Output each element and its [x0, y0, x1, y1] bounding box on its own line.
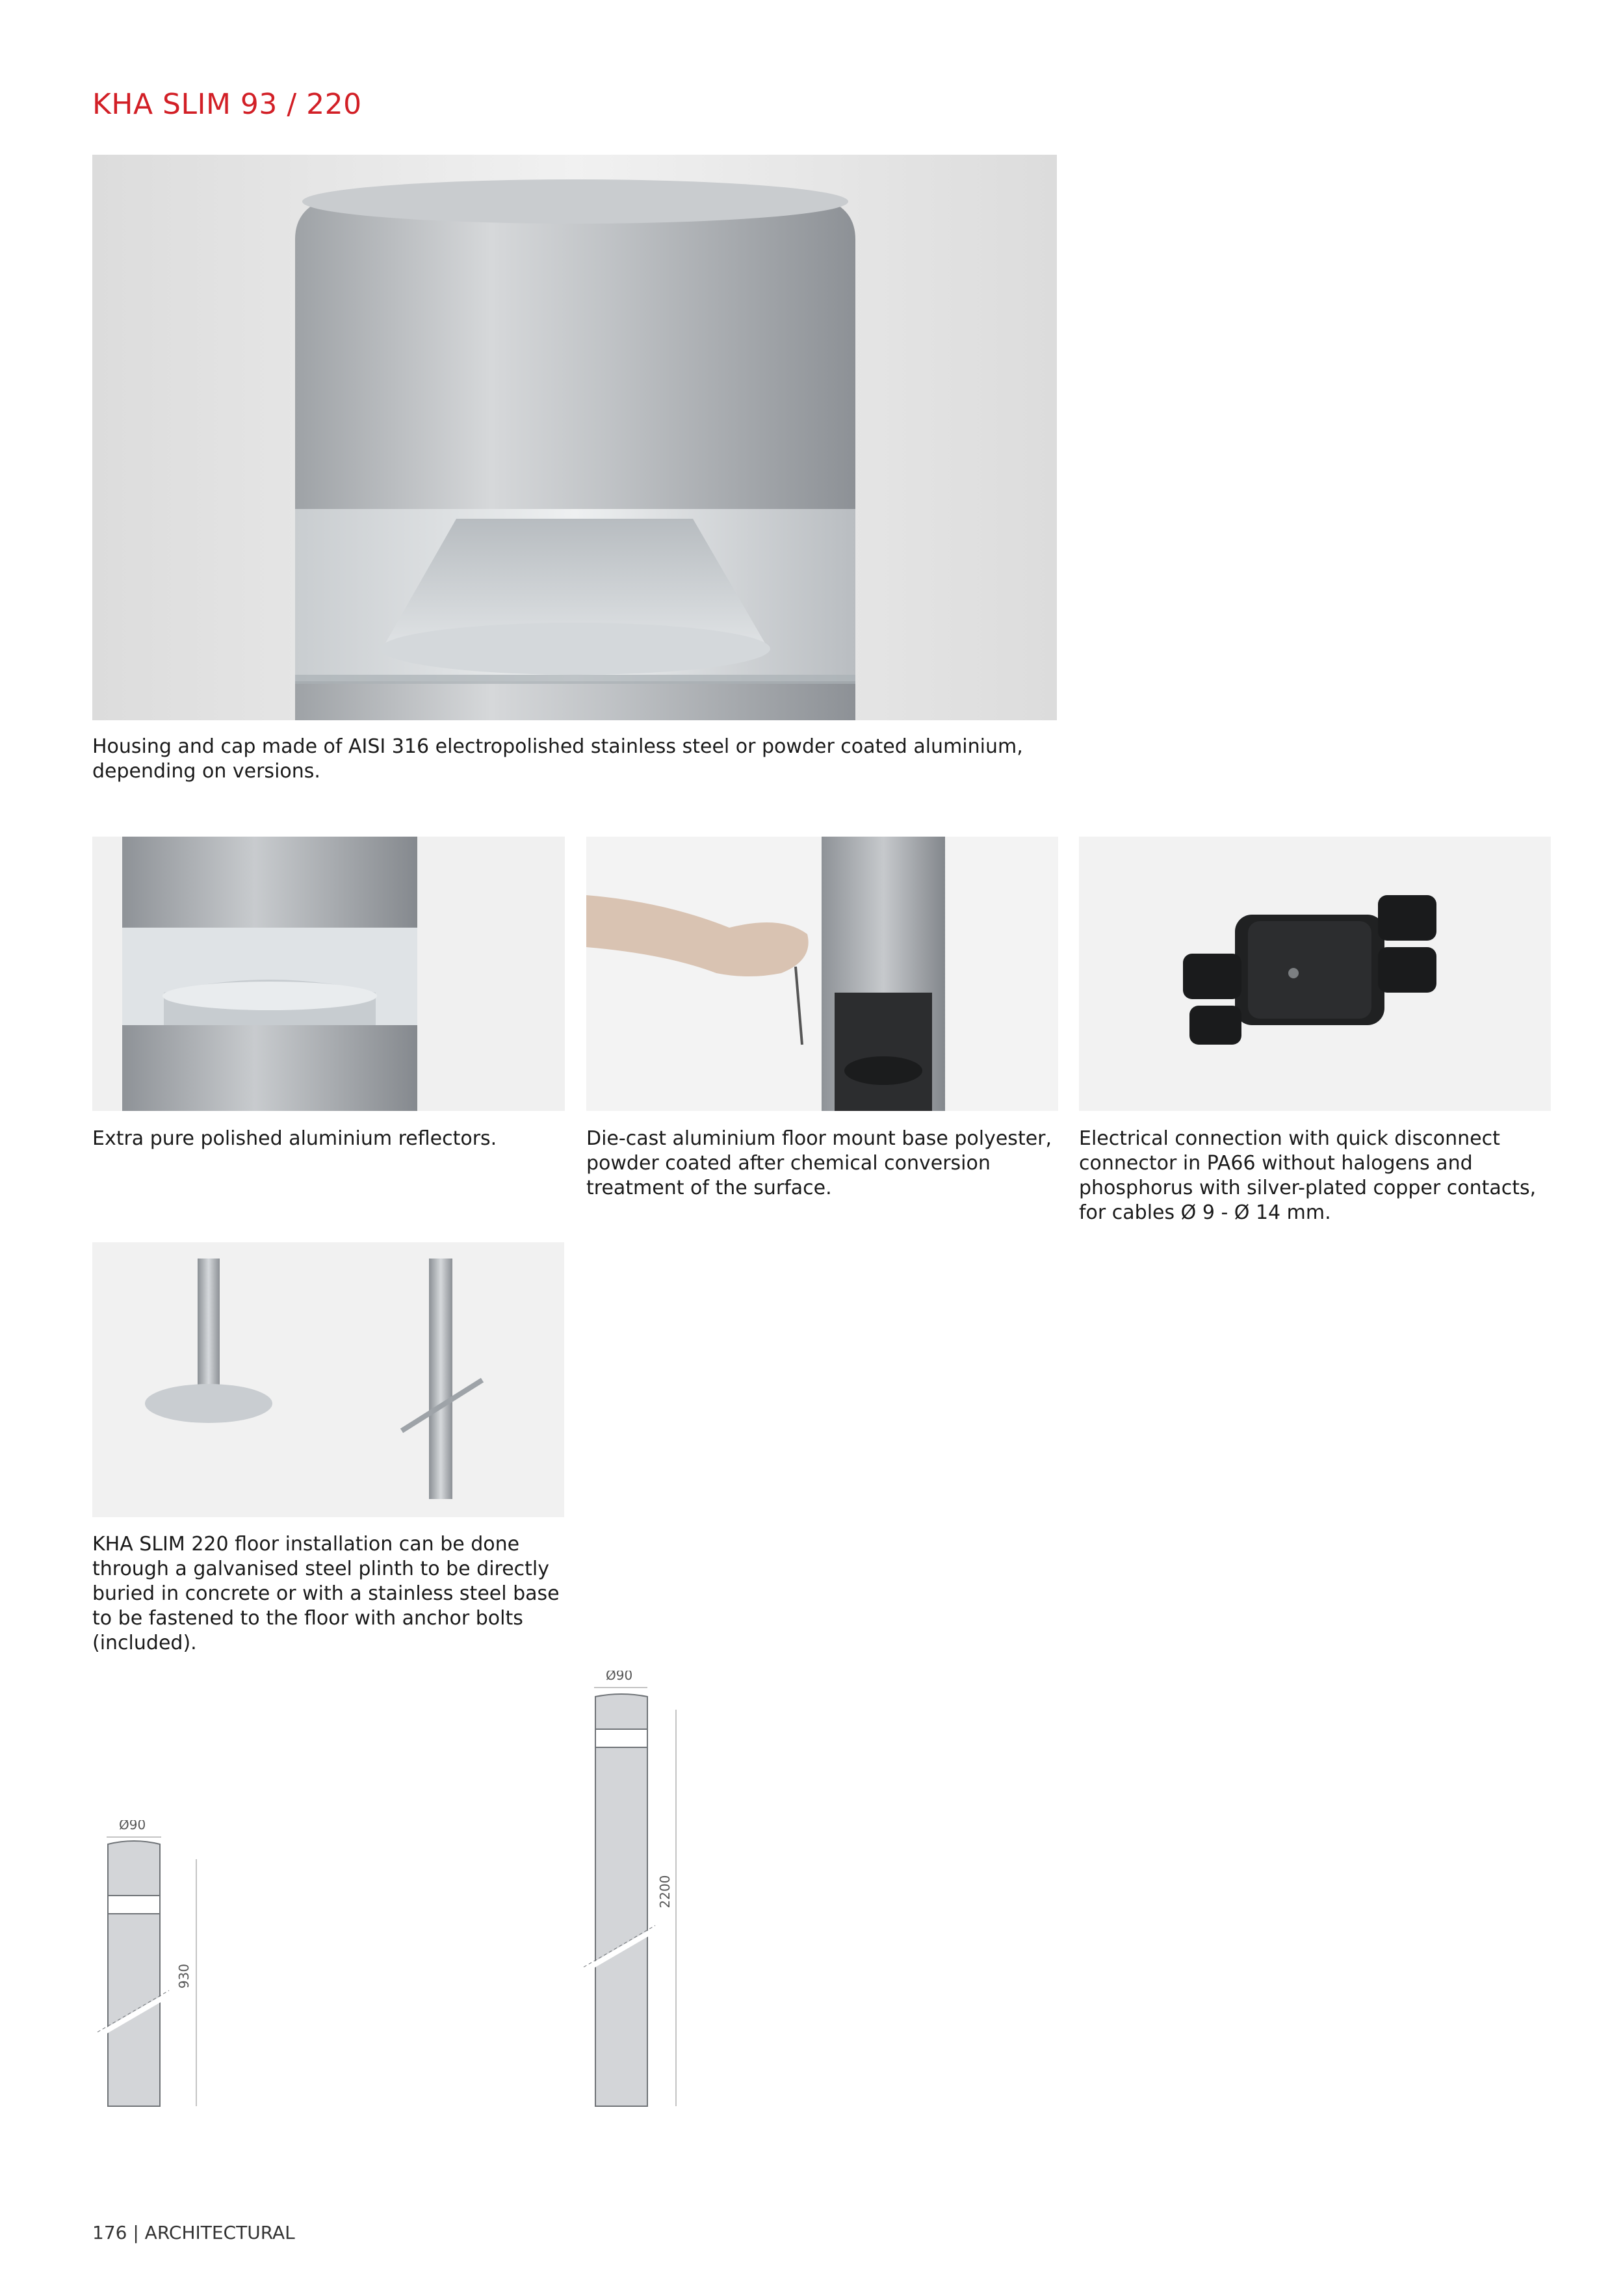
page-title: KHA SLIM 93 / 220 — [92, 88, 362, 121]
reflector-caption: Extra pure polished aluminium reflectors. — [92, 1127, 497, 1150]
connector-caption: Electrical connection with quick disconnect connector in PA66 without halogens and phosphorus with silver-plated copper contacts, for cables Ø 9 - Ø 14 mm. — [1079, 1127, 1537, 1224]
drawing-kha-slim-93 — [91, 1820, 221, 2113]
drawing-2-height: 2200 — [657, 1875, 673, 1909]
drawing-1-height: 930 — [176, 1963, 192, 1989]
connector-photo — [1079, 837, 1551, 1111]
main-image-caption: Housing and cap made of AISI 316 electropolished stainless steel or powder coated aluminium, depending on versions. — [92, 735, 1023, 783]
base-photo — [586, 837, 1058, 1111]
page-footer: 176 | ARCHITECTURAL — [92, 2222, 295, 2243]
installation-photo — [92, 1242, 564, 1517]
drawing-1-diameter: Ø90 — [119, 1820, 146, 1833]
base-caption: Die-cast aluminium floor mount base polyester, powder coated after chemical conversion treatment of the surface. — [586, 1127, 1052, 1199]
installation-caption: KHA SLIM 220 floor installation can be done through a galvanised steel plinth to be directly buried in concrete or with a stainless steel base to be fastened to the floor with anchor bolts (included). — [92, 1533, 560, 1654]
reflector-photo — [92, 837, 565, 1111]
drawing-kha-slim-220 — [575, 1671, 705, 2113]
drawing-2-diameter: Ø90 — [606, 1671, 633, 1683]
main-product-photo — [92, 155, 1057, 720]
